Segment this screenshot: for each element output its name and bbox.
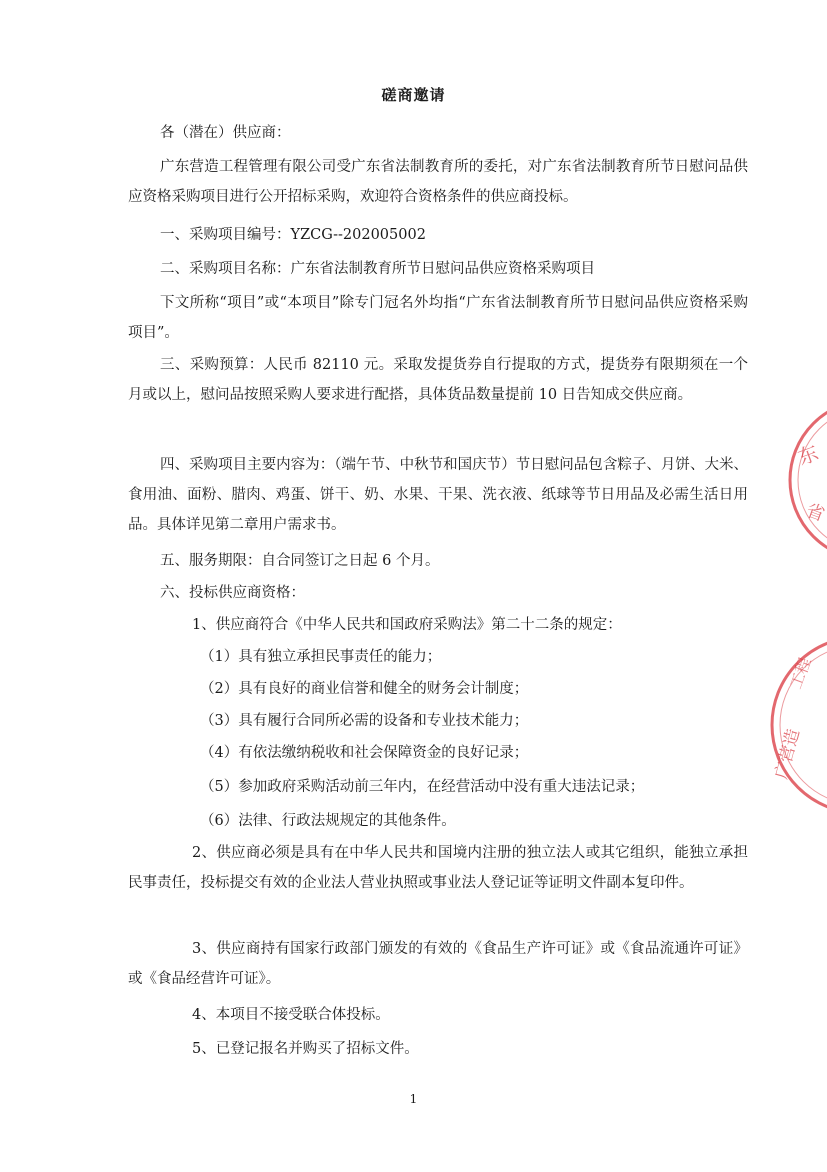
qualification-1: 1、供应商符合《中华人民共和国政府采购法》第二十二条的规定：	[192, 617, 622, 633]
qualification-1-2: （2）具有良好的商业信誉和健全的财务会计制度；	[200, 681, 529, 697]
svg-text:工程: 工程	[785, 654, 815, 692]
qualification-1-6: （6）法律、行政法规规定的其他条件。	[200, 813, 456, 829]
qualification-3: 3、供应商持有国家行政部门颁发的有效的《食品生产许可证》或《食品流通许可证》或《食品经营许可证》。	[128, 941, 748, 987]
qualification-5: 5、已登记报名并购买了招标文件。	[192, 1041, 419, 1057]
qualification-4: 4、本项目不接受联合体投标。	[192, 1007, 390, 1023]
qualification-2: 2、供应商必须是具有在中华人民共和国境内注册的独立法人或其它组织，能独立承担民事责任，投标提交有效的企业法人营业执照或事业法人登记证等证明文件副本复印件。	[128, 845, 748, 891]
qualification-heading: 六、投标供应商资格：	[160, 585, 305, 601]
project-number: 一、采购项目编号：YZCG--202005002	[160, 227, 426, 243]
qualification-1-1: （1）具有独立承担民事责任的能力；	[200, 649, 442, 665]
document-title: 磋商邀请	[381, 86, 446, 104]
page-number: 1	[409, 1092, 418, 1106]
company-seal-lower-fragment	[760, 630, 827, 820]
content-paragraph: 四、采购项目主要内容为：（端午节、中秋节和国庆节）节日慰问品包含粽子、月饼、大米、食用油、面粉、腊肉、鸡蛋、饼干、奶、水果、干果、洗衣液、纸球等节日用品及必需生活日用品。具体详见第二章用户需求书。	[128, 457, 748, 533]
qualification-1-4: （4）有依法缴纳税收和社会保障资金的良好记录；	[200, 745, 529, 761]
svg-text:广营造: 广营造	[771, 726, 805, 782]
salutation: 各（潜在）供应商：	[160, 125, 291, 141]
company-seal-upper-fragment	[775, 395, 827, 565]
svg-text:省: 省	[803, 499, 827, 526]
intro-paragraph: 广东营造工程管理有限公司受广东省法制教育所的委托，对广东省法制教育所节日慰问品供应资格采购项目进行公开招标采购，欢迎符合资格条件的供应商投标。	[128, 159, 748, 205]
project-name: 二、采购项目名称：广东省法制教育所节日慰问品供应资格采购项目	[160, 261, 595, 277]
service-period: 五、服务期限：自合同签订之日起 6 个月。	[160, 553, 440, 569]
budget-paragraph: 三、采购预算：人民币 82110 元。采取发提货券自行提取的方式，提货券有限期须在一个月或以上，慰问品按照采购人要求进行配搭，具体货品数量提前 10 日告知成交供应商。	[128, 357, 748, 403]
qualification-1-5: （5）参加政府采购活动前三年内，在经营活动中没有重大违法记录；	[200, 779, 645, 795]
svg-text:东: 东	[794, 440, 822, 470]
qualification-1-3: （3）具有履行合同所必需的设备和专业技术能力；	[200, 713, 529, 729]
project-name-note: 下文所称“项目”或“本项目”除专门冠名外均指“广东省法制教育所节日慰问品供应资格采购项目”。	[128, 295, 748, 341]
